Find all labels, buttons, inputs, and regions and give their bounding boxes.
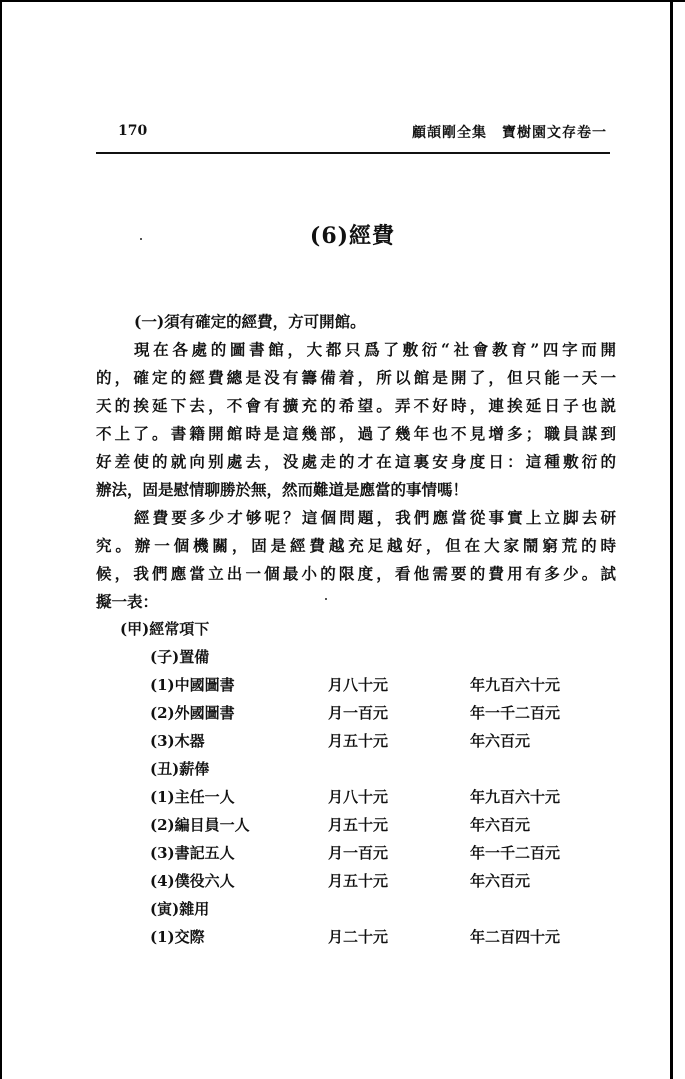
budget-item-yearly: 年六百元: [470, 816, 531, 834]
budget-item-monthly: 月一百元: [328, 844, 389, 862]
paragraph1-line: 辦法，固是慰情聊勝於無，然而難道是應當的事情嗎！: [96, 480, 469, 499]
budget-item-monthly: 月五十元: [328, 816, 389, 834]
paragraph2-line: 擬一表：: [96, 592, 159, 611]
running-head: 顧頡剛全集 寶樹園文存卷一: [412, 125, 607, 141]
paragraph1-line: 的，確定的經費總是没有籌備着，所以館是開了，但只能一天一: [96, 368, 616, 387]
budget-item-yearly: 年九百六十元: [470, 676, 561, 694]
budget-item-monthly: 月八十元: [328, 788, 389, 806]
budget-group-title: (丑)薪俸: [150, 760, 210, 778]
paragraph1-line: 現在各處的圖書館，大都只爲了敷衍“社會教育”四字而開: [134, 340, 616, 359]
budget-item-yearly: 年六百元: [470, 732, 531, 750]
chapter-title: (6)經費: [309, 223, 396, 249]
budget-item-yearly: 年二百四十元: [470, 928, 561, 946]
budget-group-title: (寅)雜用: [150, 900, 210, 918]
budget-item-name: (4)僕役六人: [150, 872, 235, 890]
page-number: 170: [118, 123, 148, 139]
budget-item-name: (2)編目員一人: [150, 816, 250, 834]
budget-item-name: (3)書記五人: [150, 844, 235, 862]
budget-item-name: (2)外國圖書: [150, 704, 235, 722]
budget-item-name: (1)主任一人: [150, 788, 235, 806]
paragraph2-line: 究。辦一個機關，固是經費越充足越好，但在大家鬧窮荒的時: [96, 536, 616, 555]
paragraph1-line: 天的挨延下去，不會有擴充的希望。弄不好時，連挨延日子也説: [96, 396, 616, 415]
budget-item-monthly: 月五十元: [328, 732, 389, 750]
paragraph2-line: 經費要多少才够呢？這個問題，我們應當從事實上立脚去研: [134, 508, 616, 527]
budget-item-monthly: 月八十元: [328, 676, 389, 694]
budget-item-monthly: 月五十元: [328, 872, 389, 890]
budget-item-name: (3)木器: [150, 732, 205, 750]
budget-item-name: (1)中國圖書: [150, 676, 235, 694]
paragraph1-line: 好差使的就向别處去，没處走的才在這裏安身度日：這種敷衍的: [96, 452, 616, 471]
budget-item-name: (1)交際: [150, 928, 205, 946]
page-border-left: [0, 0, 2, 1079]
paragraph2-line: 候，我們應當立出一個最小的限度，看他需要的費用有多少。試: [96, 564, 616, 583]
page-border-top: [0, 0, 685, 2]
budget-item-monthly: 月一百元: [328, 704, 389, 722]
page-border-right: [670, 0, 673, 1079]
header-rule: [96, 152, 610, 154]
paragraph1-line: 不上了。書籍開館時是這幾部，過了幾年也不見增多；職員謀到: [96, 424, 616, 443]
budget-item-monthly: 月二十元: [328, 928, 389, 946]
scan-speck: [140, 238, 142, 240]
budget-item-yearly: 年六百元: [470, 872, 531, 890]
budget-item-yearly: 年一千二百元: [470, 704, 561, 722]
budget-item-yearly: 年一千二百元: [470, 844, 561, 862]
budget-heading: (甲)經常項下: [120, 620, 210, 638]
budget-group-title: (子)置備: [150, 648, 210, 666]
section-heading: (一)須有確定的經費，方可開館。: [134, 312, 366, 331]
budget-item-yearly: 年九百六十元: [470, 788, 561, 806]
